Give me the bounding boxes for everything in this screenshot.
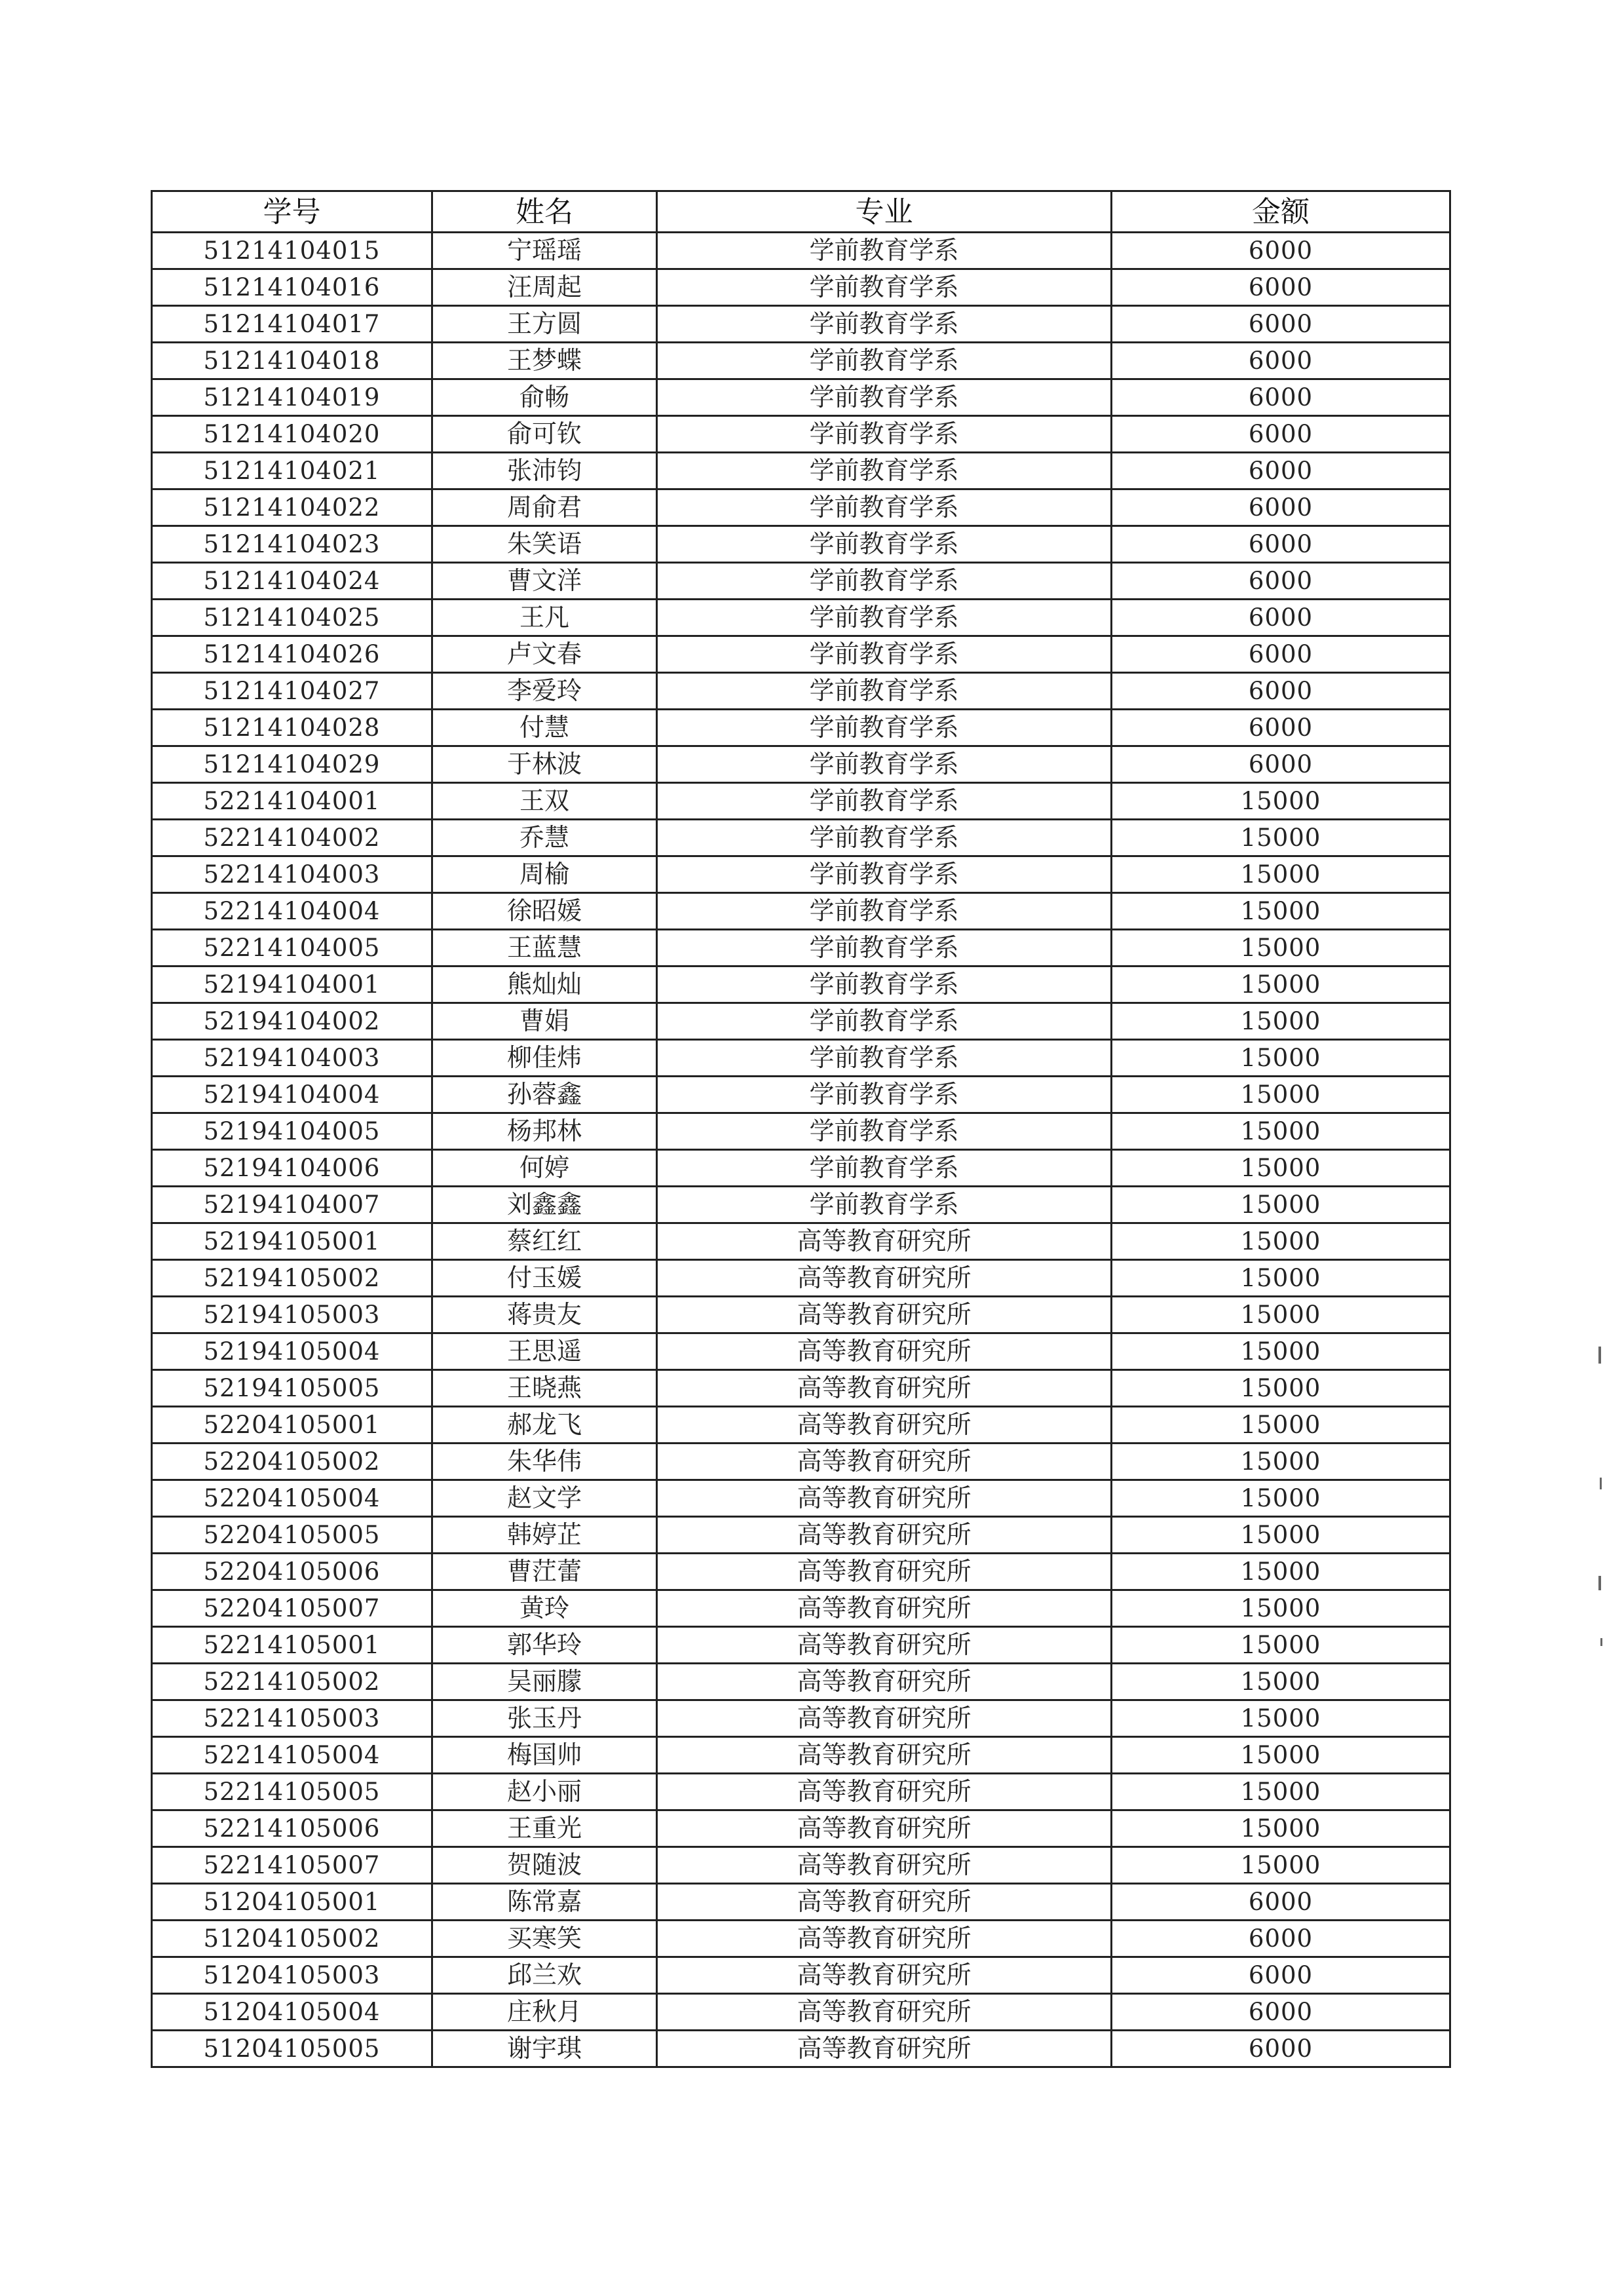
- student-id-cell: 52204105006: [152, 1554, 432, 1590]
- student-name-cell: 陈常嘉: [432, 1884, 657, 1921]
- table-row: [152, 710, 1450, 746]
- major-cell: 学前教育学系: [657, 1113, 1112, 1150]
- table-row: [152, 453, 1450, 489]
- student-name-cell: 蒋贵友: [432, 1297, 657, 1333]
- table-row: [152, 893, 1450, 930]
- header-name: 姓名: [432, 191, 657, 233]
- amount-cell: 6000: [1112, 1994, 1450, 2031]
- table-row: [152, 2031, 1450, 2067]
- student-name-cell: 王蓝慧: [432, 930, 657, 966]
- amount-cell: 15000: [1112, 966, 1450, 1003]
- student-name-cell: 郝龙飞: [432, 1407, 657, 1444]
- student-name-cell: 王凡: [432, 600, 657, 636]
- student-id-cell: 52214105001: [152, 1627, 432, 1664]
- amount-cell: 15000: [1112, 1040, 1450, 1077]
- table-row: [152, 1223, 1450, 1260]
- amount-cell: 6000: [1112, 710, 1450, 746]
- table-row: [152, 1847, 1450, 1884]
- amount-cell: 15000: [1112, 893, 1450, 930]
- student-name-cell: 刘鑫鑫: [432, 1187, 657, 1223]
- major-cell: 学前教育学系: [657, 306, 1112, 343]
- major-cell: 高等教育研究所: [657, 1480, 1112, 1517]
- major-cell: 学前教育学系: [657, 269, 1112, 306]
- amount-cell: 15000: [1112, 1077, 1450, 1113]
- student-id-cell: 51204105003: [152, 1957, 432, 1994]
- amount-cell: 6000: [1112, 1921, 1450, 1957]
- table-row: [152, 269, 1450, 306]
- scan-mark: [1598, 1576, 1601, 1590]
- student-name-cell: 张玉丹: [432, 1700, 657, 1737]
- table-row: [152, 1774, 1450, 1810]
- table-row: [152, 306, 1450, 343]
- amount-cell: 6000: [1112, 636, 1450, 673]
- major-cell: 学前教育学系: [657, 710, 1112, 746]
- amount-cell: 6000: [1112, 379, 1450, 416]
- table-row: [152, 1700, 1450, 1737]
- student-name-cell: 周榆: [432, 856, 657, 893]
- major-cell: 学前教育学系: [657, 930, 1112, 966]
- amount-cell: 15000: [1112, 856, 1450, 893]
- header-major: 专业: [657, 191, 1112, 233]
- amount-cell: 15000: [1112, 930, 1450, 966]
- table-row: [152, 526, 1450, 563]
- student-id-cell: 51214104015: [152, 233, 432, 269]
- amount-cell: 15000: [1112, 1150, 1450, 1187]
- major-cell: 学前教育学系: [657, 1040, 1112, 1077]
- amount-cell: 6000: [1112, 600, 1450, 636]
- amount-cell: 6000: [1112, 673, 1450, 710]
- table-row: [152, 636, 1450, 673]
- student-name-cell: 曹茳蕾: [432, 1554, 657, 1590]
- amount-cell: 15000: [1112, 1590, 1450, 1627]
- major-cell: 学前教育学系: [657, 453, 1112, 489]
- table-row: [152, 1113, 1450, 1150]
- student-name-cell: 曹娟: [432, 1003, 657, 1040]
- student-id-cell: 51214104022: [152, 489, 432, 526]
- student-name-cell: 于林波: [432, 746, 657, 783]
- student-id-cell: 52214104003: [152, 856, 432, 893]
- major-cell: 高等教育研究所: [657, 1297, 1112, 1333]
- student-id-cell: 51214104018: [152, 343, 432, 379]
- table-row: [152, 1664, 1450, 1700]
- amount-cell: 6000: [1112, 1884, 1450, 1921]
- major-cell: 学前教育学系: [657, 856, 1112, 893]
- student-id-cell: 52194105002: [152, 1260, 432, 1297]
- table-row: [152, 1407, 1450, 1444]
- scholarship-table: [151, 190, 1451, 2068]
- table-row: [152, 233, 1450, 269]
- amount-cell: 6000: [1112, 306, 1450, 343]
- table-row: [152, 600, 1450, 636]
- amount-cell: 15000: [1112, 1774, 1450, 1810]
- student-id-cell: 51214104020: [152, 416, 432, 453]
- amount-cell: 15000: [1112, 1480, 1450, 1517]
- student-id-cell: 52194104005: [152, 1113, 432, 1150]
- student-name-cell: 庄秋月: [432, 1994, 657, 2031]
- table-row: [152, 783, 1450, 820]
- major-cell: 学前教育学系: [657, 636, 1112, 673]
- amount-cell: 6000: [1112, 453, 1450, 489]
- student-id-cell: 52214105002: [152, 1664, 432, 1700]
- student-name-cell: 谢宇琪: [432, 2031, 657, 2067]
- scan-mark: [1600, 1638, 1602, 1646]
- student-id-cell: 52194104003: [152, 1040, 432, 1077]
- student-name-cell: 俞可钦: [432, 416, 657, 453]
- student-id-cell: 52194104004: [152, 1077, 432, 1113]
- table-row: [152, 1040, 1450, 1077]
- major-cell: 高等教育研究所: [657, 1884, 1112, 1921]
- major-cell: 高等教育研究所: [657, 2031, 1112, 2067]
- table-row: [152, 1884, 1450, 1921]
- table-row: [152, 1444, 1450, 1480]
- major-cell: 高等教育研究所: [657, 1370, 1112, 1407]
- student-id-cell: 51214104025: [152, 600, 432, 636]
- amount-cell: 15000: [1112, 1260, 1450, 1297]
- major-cell: 高等教育研究所: [657, 1444, 1112, 1480]
- amount-cell: 6000: [1112, 233, 1450, 269]
- major-cell: 高等教育研究所: [657, 1957, 1112, 1994]
- student-name-cell: 买寒笑: [432, 1921, 657, 1957]
- table-row: [152, 1627, 1450, 1664]
- amount-cell: 6000: [1112, 1957, 1450, 1994]
- student-name-cell: 蔡红红: [432, 1223, 657, 1260]
- amount-cell: 15000: [1112, 1554, 1450, 1590]
- amount-cell: 15000: [1112, 820, 1450, 856]
- amount-cell: 15000: [1112, 1297, 1450, 1333]
- student-name-cell: 赵文学: [432, 1480, 657, 1517]
- student-name-cell: 王方圆: [432, 306, 657, 343]
- table-row: [152, 746, 1450, 783]
- student-id-cell: 52194104002: [152, 1003, 432, 1040]
- major-cell: 高等教育研究所: [657, 1994, 1112, 2031]
- table-row: [152, 1003, 1450, 1040]
- major-cell: 高等教育研究所: [657, 1737, 1112, 1774]
- major-cell: 高等教育研究所: [657, 1260, 1112, 1297]
- table-row: [152, 966, 1450, 1003]
- student-id-cell: 52214105005: [152, 1774, 432, 1810]
- major-cell: 学前教育学系: [657, 893, 1112, 930]
- amount-cell: 15000: [1112, 1700, 1450, 1737]
- table-row: [152, 1077, 1450, 1113]
- student-id-cell: 52204105004: [152, 1480, 432, 1517]
- table-row: [152, 673, 1450, 710]
- student-name-cell: 王晓燕: [432, 1370, 657, 1407]
- scan-mark: [1600, 1478, 1602, 1489]
- major-cell: 学前教育学系: [657, 379, 1112, 416]
- major-cell: 高等教育研究所: [657, 1774, 1112, 1810]
- student-id-cell: 51214104027: [152, 673, 432, 710]
- major-cell: 学前教育学系: [657, 416, 1112, 453]
- student-id-cell: 51204105001: [152, 1884, 432, 1921]
- student-name-cell: 王思遥: [432, 1333, 657, 1370]
- amount-cell: 6000: [1112, 489, 1450, 526]
- major-cell: 高等教育研究所: [657, 1700, 1112, 1737]
- student-id-cell: 51214104019: [152, 379, 432, 416]
- student-name-cell: 韩婷芷: [432, 1517, 657, 1554]
- student-name-cell: 郭华玲: [432, 1627, 657, 1664]
- table-row: [152, 1957, 1450, 1994]
- student-name-cell: 熊灿灿: [432, 966, 657, 1003]
- student-id-cell: 51204105005: [152, 2031, 432, 2067]
- student-name-cell: 徐昭媛: [432, 893, 657, 930]
- table-row: [152, 1517, 1450, 1554]
- table-row: [152, 930, 1450, 966]
- student-id-cell: 52204105005: [152, 1517, 432, 1554]
- major-cell: 高等教育研究所: [657, 1333, 1112, 1370]
- amount-cell: 15000: [1112, 1664, 1450, 1700]
- amount-cell: 6000: [1112, 746, 1450, 783]
- table-row: [152, 1810, 1450, 1847]
- major-cell: 高等教育研究所: [657, 1407, 1112, 1444]
- student-id-cell: 52214104005: [152, 930, 432, 966]
- student-name-cell: 王梦蝶: [432, 343, 657, 379]
- amount-cell: 6000: [1112, 416, 1450, 453]
- student-name-cell: 贺随波: [432, 1847, 657, 1884]
- amount-cell: 15000: [1112, 1003, 1450, 1040]
- student-name-cell: 孙蓉鑫: [432, 1077, 657, 1113]
- amount-cell: 6000: [1112, 269, 1450, 306]
- student-id-cell: 52214104002: [152, 820, 432, 856]
- student-id-cell: 52214104004: [152, 893, 432, 930]
- major-cell: 学前教育学系: [657, 233, 1112, 269]
- table-row: [152, 379, 1450, 416]
- student-id-cell: 52204105002: [152, 1444, 432, 1480]
- major-cell: 学前教育学系: [657, 563, 1112, 600]
- amount-cell: 15000: [1112, 1847, 1450, 1884]
- amount-cell: 6000: [1112, 343, 1450, 379]
- header-amount: 金额: [1112, 191, 1450, 233]
- amount-cell: 6000: [1112, 563, 1450, 600]
- student-id-cell: 52194105003: [152, 1297, 432, 1333]
- student-id-cell: 52204105007: [152, 1590, 432, 1627]
- table-row: [152, 1737, 1450, 1774]
- student-name-cell: 吴丽朦: [432, 1664, 657, 1700]
- student-name-cell: 俞畅: [432, 379, 657, 416]
- student-id-cell: 51214104028: [152, 710, 432, 746]
- table-row: [152, 856, 1450, 893]
- amount-cell: 6000: [1112, 526, 1450, 563]
- major-cell: 高等教育研究所: [657, 1664, 1112, 1700]
- student-id-cell: 51204105004: [152, 1994, 432, 2031]
- student-name-cell: 汪周起: [432, 269, 657, 306]
- table-row: [152, 1994, 1450, 2031]
- major-cell: 学前教育学系: [657, 673, 1112, 710]
- amount-cell: 15000: [1112, 1223, 1450, 1260]
- amount-cell: 15000: [1112, 783, 1450, 820]
- student-id-cell: 51214104023: [152, 526, 432, 563]
- major-cell: 高等教育研究所: [657, 1810, 1112, 1847]
- table-row: [152, 489, 1450, 526]
- amount-cell: 15000: [1112, 1517, 1450, 1554]
- student-id-cell: 52194104006: [152, 1150, 432, 1187]
- major-cell: 学前教育学系: [657, 1187, 1112, 1223]
- student-name-cell: 朱华伟: [432, 1444, 657, 1480]
- student-id-cell: 51214104021: [152, 453, 432, 489]
- student-id-cell: 52214105003: [152, 1700, 432, 1737]
- student-name-cell: 周俞君: [432, 489, 657, 526]
- amount-cell: 15000: [1112, 1444, 1450, 1480]
- major-cell: 高等教育研究所: [657, 1921, 1112, 1957]
- student-name-cell: 黄玲: [432, 1590, 657, 1627]
- student-id-cell: 51214104024: [152, 563, 432, 600]
- student-id-cell: 52194105004: [152, 1333, 432, 1370]
- student-name-cell: 卢文春: [432, 636, 657, 673]
- major-cell: 学前教育学系: [657, 1077, 1112, 1113]
- student-id-cell: 52204105001: [152, 1407, 432, 1444]
- table-row: [152, 343, 1450, 379]
- table-row: [152, 1150, 1450, 1187]
- amount-cell: 15000: [1112, 1407, 1450, 1444]
- student-name-cell: 何婷: [432, 1150, 657, 1187]
- student-name-cell: 乔慧: [432, 820, 657, 856]
- table-row: [152, 1333, 1450, 1370]
- table-row: [152, 1297, 1450, 1333]
- table-body: [152, 233, 1450, 2067]
- student-name-cell: 赵小丽: [432, 1774, 657, 1810]
- amount-cell: 15000: [1112, 1113, 1450, 1150]
- major-cell: 学前教育学系: [657, 966, 1112, 1003]
- student-name-cell: 宁瑶瑶: [432, 233, 657, 269]
- student-id-cell: 52214105004: [152, 1737, 432, 1774]
- scan-mark: [1598, 1347, 1601, 1364]
- student-name-cell: 王双: [432, 783, 657, 820]
- table-row: [152, 820, 1450, 856]
- amount-cell: 6000: [1112, 2031, 1450, 2067]
- table-row: [152, 563, 1450, 600]
- major-cell: 高等教育研究所: [657, 1223, 1112, 1260]
- header-row: [152, 191, 1450, 233]
- table-row: [152, 1554, 1450, 1590]
- student-id-cell: 52194105001: [152, 1223, 432, 1260]
- student-id-cell: 52214105007: [152, 1847, 432, 1884]
- student-id-cell: 52214104001: [152, 783, 432, 820]
- student-id-cell: 52214105006: [152, 1810, 432, 1847]
- table-row: [152, 416, 1450, 453]
- student-name-cell: 李爱玲: [432, 673, 657, 710]
- major-cell: 高等教育研究所: [657, 1627, 1112, 1664]
- amount-cell: 15000: [1112, 1333, 1450, 1370]
- table-header: [152, 191, 1450, 233]
- student-name-cell: 梅国帅: [432, 1737, 657, 1774]
- student-name-cell: 柳佳炜: [432, 1040, 657, 1077]
- major-cell: 学前教育学系: [657, 746, 1112, 783]
- student-name-cell: 杨邦林: [432, 1113, 657, 1150]
- major-cell: 学前教育学系: [657, 489, 1112, 526]
- student-id-cell: 51214104026: [152, 636, 432, 673]
- table-row: [152, 1187, 1450, 1223]
- student-id-cell: 52194105005: [152, 1370, 432, 1407]
- student-id-cell: 51214104029: [152, 746, 432, 783]
- student-name-cell: 付慧: [432, 710, 657, 746]
- student-name-cell: 邱兰欢: [432, 1957, 657, 1994]
- header-student-id: 学号: [152, 191, 432, 233]
- student-name-cell: 曹文洋: [432, 563, 657, 600]
- amount-cell: 15000: [1112, 1810, 1450, 1847]
- amount-cell: 15000: [1112, 1737, 1450, 1774]
- student-name-cell: 朱笑语: [432, 526, 657, 563]
- amount-cell: 15000: [1112, 1187, 1450, 1223]
- student-id-cell: 51214104017: [152, 306, 432, 343]
- student-name-cell: 王重光: [432, 1810, 657, 1847]
- major-cell: 学前教育学系: [657, 783, 1112, 820]
- major-cell: 高等教育研究所: [657, 1554, 1112, 1590]
- major-cell: 学前教育学系: [657, 1150, 1112, 1187]
- table-row: [152, 1590, 1450, 1627]
- table-row: [152, 1480, 1450, 1517]
- major-cell: 高等教育研究所: [657, 1517, 1112, 1554]
- major-cell: 学前教育学系: [657, 600, 1112, 636]
- student-name-cell: 付玉媛: [432, 1260, 657, 1297]
- student-id-cell: 52194104001: [152, 966, 432, 1003]
- student-name-cell: 张沛钧: [432, 453, 657, 489]
- table-row: [152, 1370, 1450, 1407]
- major-cell: 学前教育学系: [657, 820, 1112, 856]
- major-cell: 高等教育研究所: [657, 1590, 1112, 1627]
- amount-cell: 15000: [1112, 1627, 1450, 1664]
- major-cell: 学前教育学系: [657, 526, 1112, 563]
- amount-cell: 15000: [1112, 1370, 1450, 1407]
- student-id-cell: 51204105002: [152, 1921, 432, 1957]
- major-cell: 高等教育研究所: [657, 1847, 1112, 1884]
- major-cell: 学前教育学系: [657, 1003, 1112, 1040]
- student-id-cell: 51214104016: [152, 269, 432, 306]
- table-row: [152, 1260, 1450, 1297]
- major-cell: 学前教育学系: [657, 343, 1112, 379]
- table-row: [152, 1921, 1450, 1957]
- student-id-cell: 52194104007: [152, 1187, 432, 1223]
